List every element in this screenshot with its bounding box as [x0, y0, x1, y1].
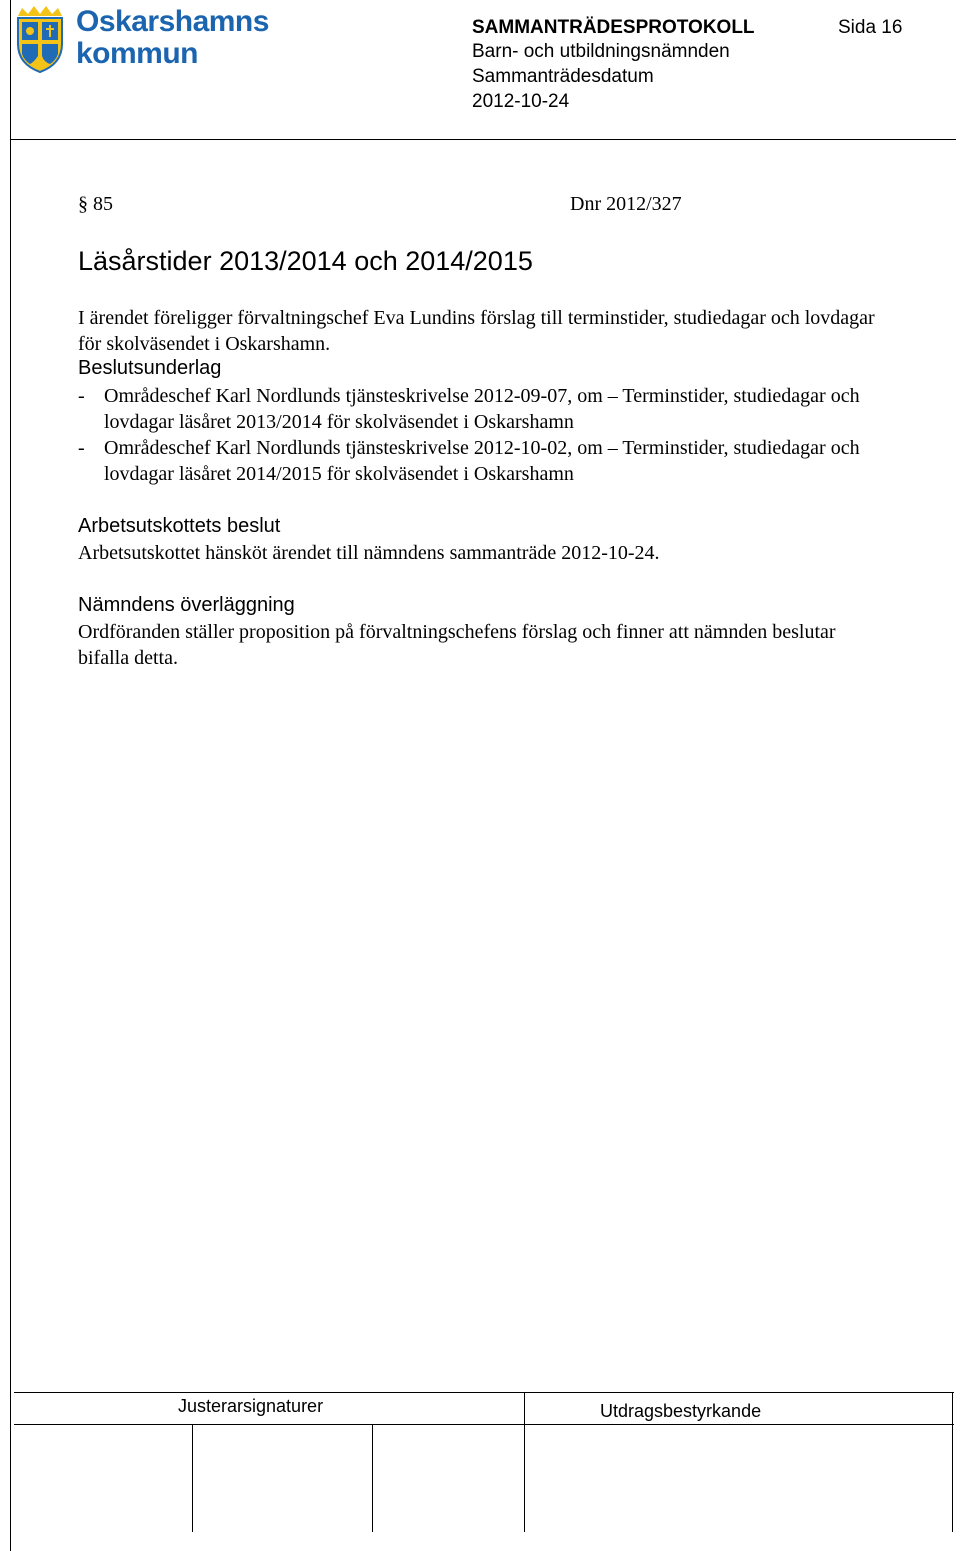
- list-item: [78, 435, 878, 487]
- overlaggning-text: Ordföranden ställer proposition på förvaltningschefens förslag och finner att nämnden beslutar bifalla detta.: [78, 621, 836, 669]
- municipality-logo: [14, 4, 274, 78]
- list-item: [78, 383, 878, 435]
- paragraph-number-value: 85: [93, 193, 113, 215]
- table-mid-line: [14, 1424, 954, 1425]
- coat-of-arms-icon: [14, 4, 66, 74]
- table-top-line: [14, 1392, 954, 1393]
- diary-number: Dnr 2012/327: [570, 193, 682, 215]
- logo-line-1: Oskarshamns: [76, 5, 269, 38]
- board-name: Barn- och utbildningsnämnden: [472, 41, 730, 62]
- document-type: SAMMANTRÄDESPROTOKOLL: [472, 17, 755, 38]
- logo-wordmark: [76, 6, 269, 70]
- arbetsutskott-text: Arbetsutskottet hänsköt ärendet till nämndens sammanträde 2012-10-24.: [78, 542, 660, 564]
- utdragsbestyrkande-label: Utdragsbestyrkande: [600, 1401, 762, 1421]
- logo-line-2: kommun: [76, 37, 199, 70]
- beslutsunderlag-list: [78, 383, 878, 487]
- signature-table: [14, 1392, 954, 1532]
- paragraph-symbol: §: [78, 193, 88, 215]
- list-dash: -: [78, 437, 85, 459]
- table-divider: [192, 1424, 193, 1532]
- list-dash: -: [78, 385, 85, 407]
- list-item-text: Områdeschef Karl Nordlunds tjänsteskrivelse 2012-09-07, om – Terminstider, studiedagar och lovdagar läsåret 2013/2014 för skolväsendet i Oskarshamn: [104, 385, 860, 433]
- header-divider: [10, 139, 956, 140]
- list-item-text: Områdeschef Karl Nordlunds tjänsteskrivelse 2012-10-02, om – Terminstider, studiedagar och lovdagar läsåret 2014/2015 för skolväsendet i Oskarshamn: [104, 437, 860, 485]
- arbetsutskott-heading: Arbetsutskottets beslut: [78, 515, 281, 537]
- meeting-date: 2012-10-24: [472, 91, 570, 112]
- table-divider: [952, 1392, 953, 1532]
- table-divider: [524, 1392, 525, 1532]
- page-frame-line: [10, 0, 11, 1551]
- paragraph-number: [78, 191, 113, 217]
- beslutsunderlag-heading: Beslutsunderlag: [78, 357, 222, 379]
- table-divider: [372, 1424, 373, 1532]
- item-title: Läsårstider 2013/2014 och 2014/2015: [78, 246, 533, 276]
- meeting-date-label: Sammanträdesdatum: [472, 66, 654, 87]
- overlaggning-heading: Nämndens överläggning: [78, 594, 295, 616]
- page-number: Sida 16: [838, 17, 903, 38]
- intro-paragraph: I ärendet föreligger förvaltningschef Eva Lundins förslag till terminstider, studiedagar och lovdagar för skolväsendet i Oskarshamn.: [78, 307, 875, 355]
- justerarsignaturer-label: Justerarsignaturer: [178, 1396, 324, 1416]
